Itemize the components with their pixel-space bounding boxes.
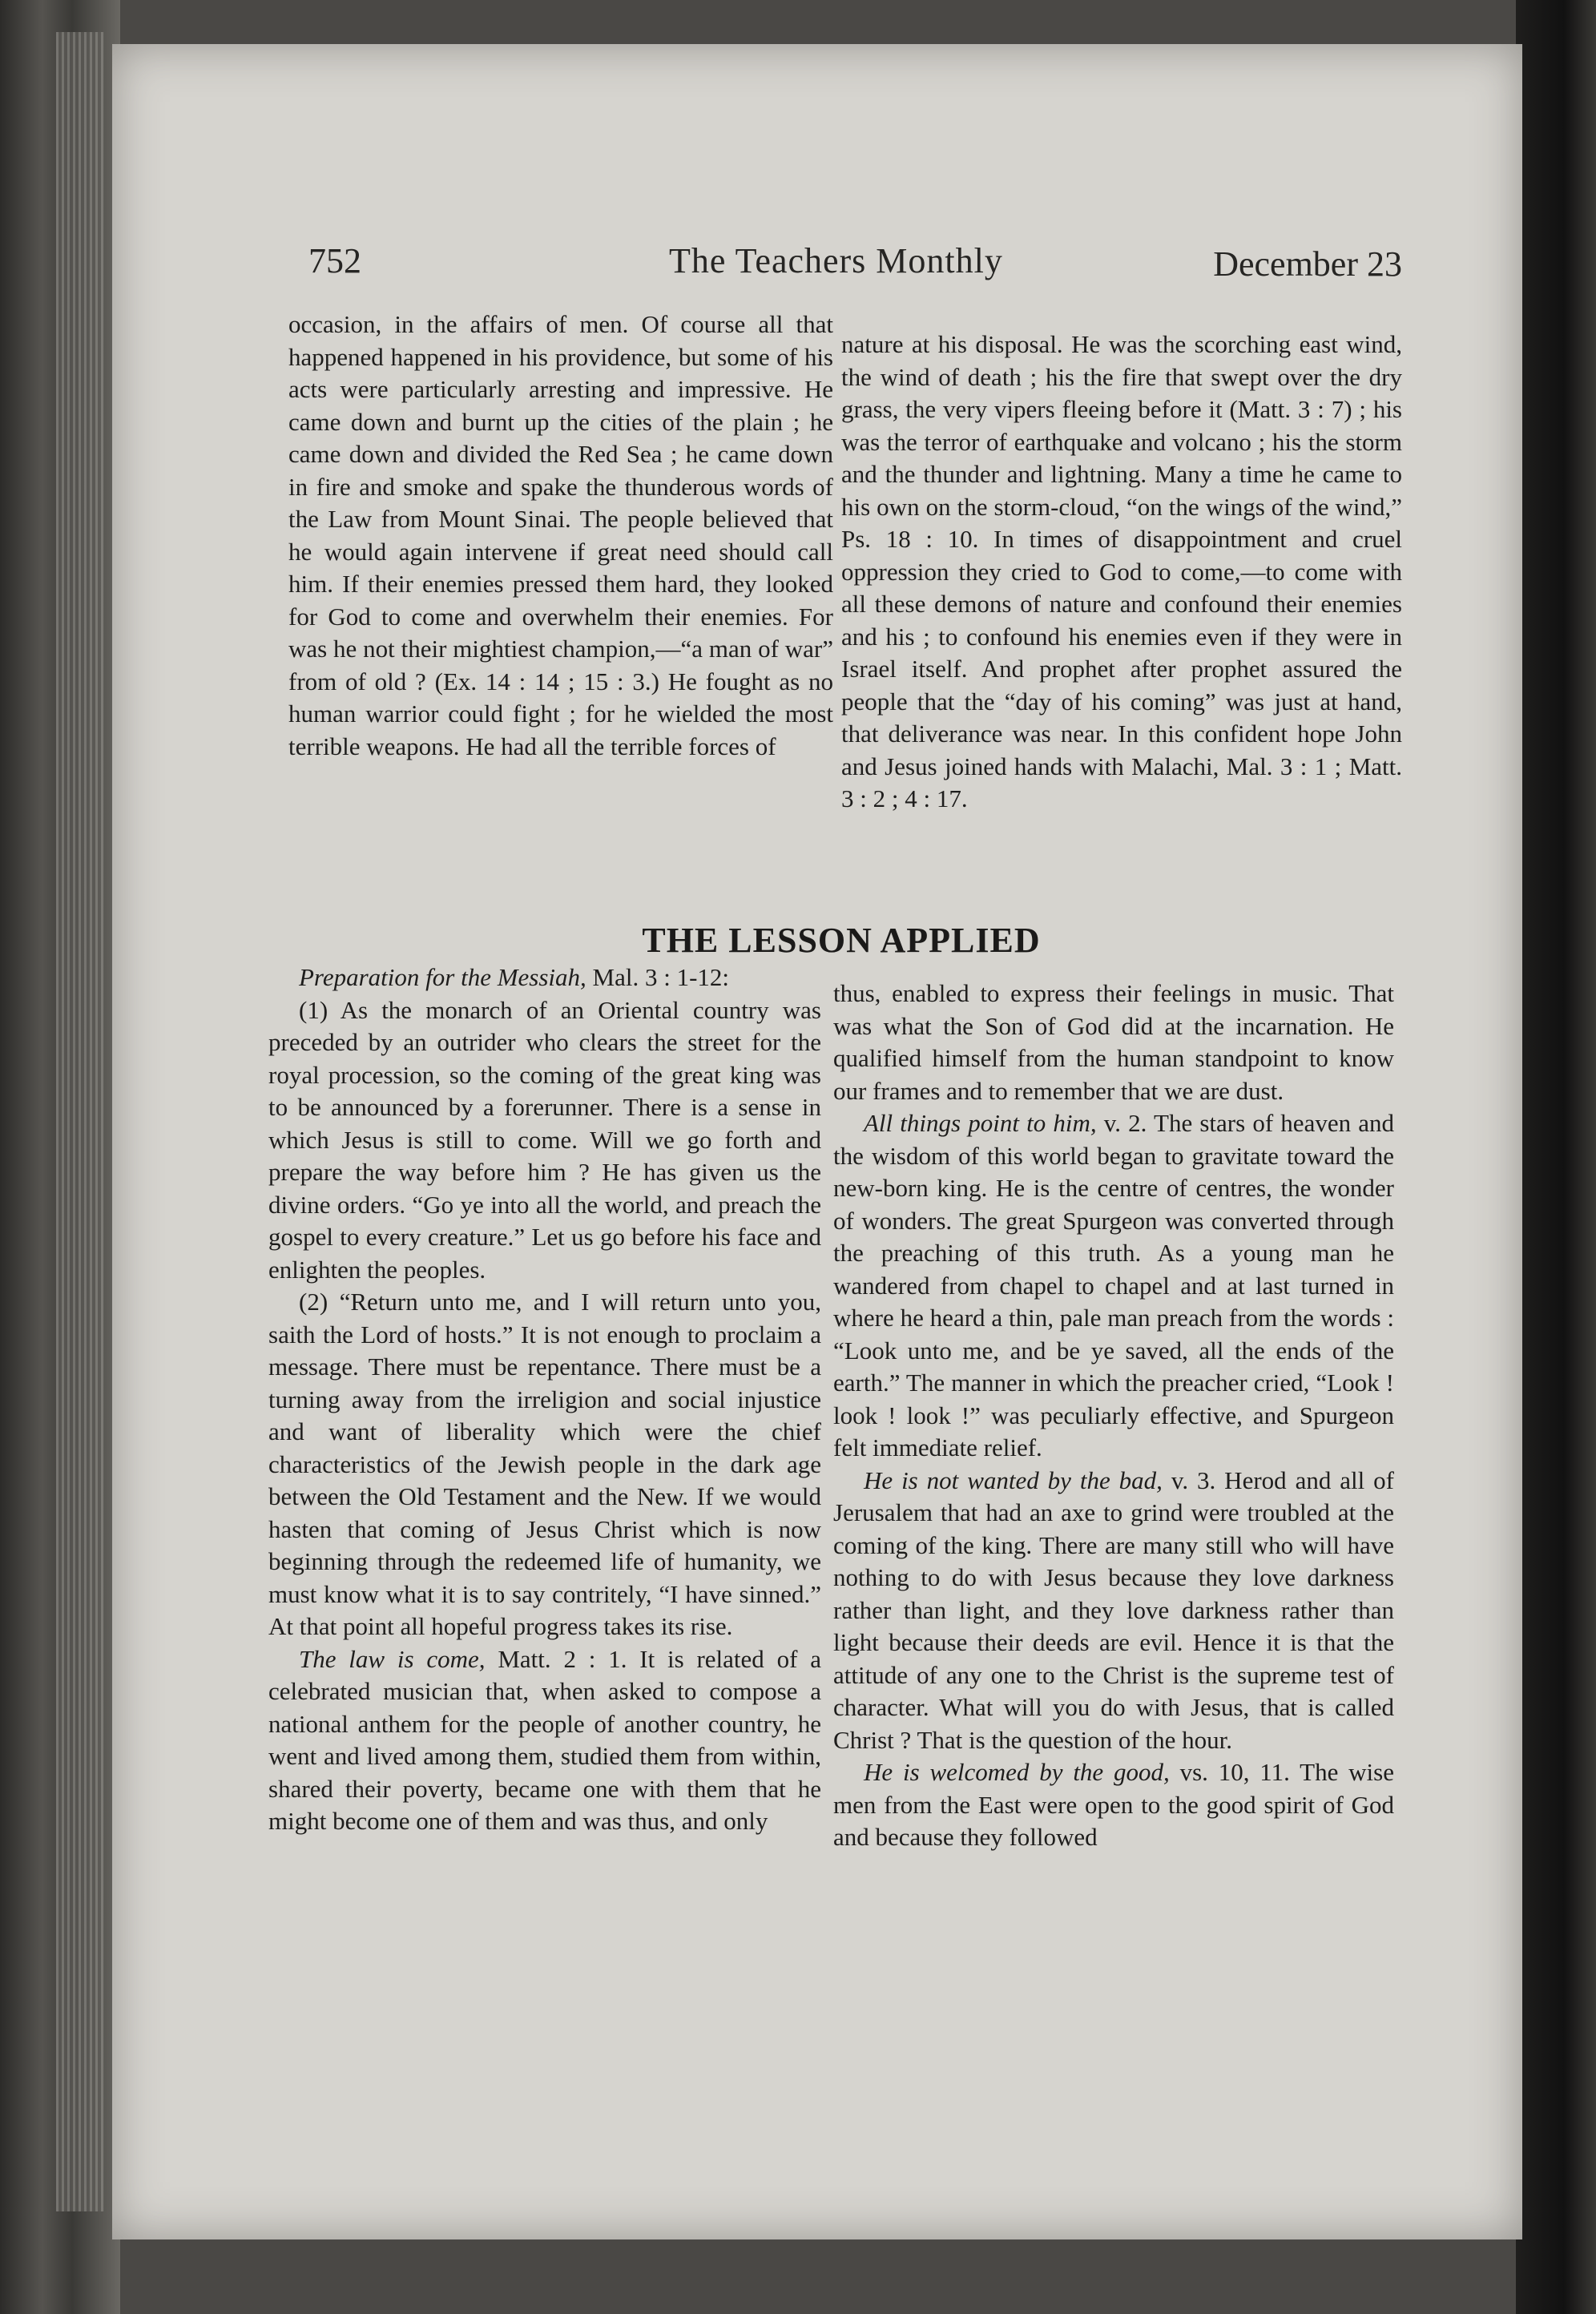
- section-heading: THE LESSON APPLIED: [642, 921, 1041, 960]
- paragraph: (1) As the monarch of an Oriental country was preceded by an outrider who clears the street for the royal procession, so the coming of the great king was to be announced by a forerunner. There is a sense in which Jesus is still to come. Will we go forth and prepare the way before him ? He has given us the divine orders. “Go ye into all the world, and preach the gospel to every creature.” Let us go before his face and enlighten the peoples.: [268, 995, 821, 1284]
- paragraph: nature at his disposal. He was the scorching east wind, the wind of death ; his the fire that swept over the dry grass, the very vipers fleeing before it (Matt. 3 : 7) ; his was the terror of earthquake and volcano ; his the storm and the thunder and lightning. Many a time he came to his own on the storm-cloud, “on the wings of the wind,” Ps. 18 : 10. In times of disappointment and cruel oppression they cried to God to come,—to come with all these demons of nature and confound their enemies and his ; to confound his enemies even if they were in Israel itself. And prophet after prophet assured the people that the “day of his coming” was just at hand, that deliverance was near. In this confident hope John and Jesus joined hands with Malachi, Mal. 3 : 1 ; Matt. 3 : 2 ; 4 : 17.: [841, 330, 1402, 812]
- paragraph: [268, 961, 821, 994]
- italic-lead: The law is come,: [299, 1644, 486, 1673]
- bottom-left-column: [268, 961, 821, 1838]
- paragraph: occasion, in the affairs of men. Of course all that happened happened in his providence, but some of his acts were particularly arresting and impressive. He came down and burnt up the cities of the plain ; he came down and divided the Red Sea ; he came down in fire and smoke and spake the thunderous words of the Law from Mount Sinai. The people believed that he would again intervene if great need should call him. If their enemies pressed them hard, they looked for God to come and overwhelm their enemies. For was he not their mightiest champion,—“a man of war” from of old ? (Ex. 14 : 14 ; 15 : 3.) He fought as no human warrior could fight ; for he wielded the most terrible weapons. He had all the terrible forces of: [288, 310, 833, 760]
- issue-date: December 23: [1213, 244, 1402, 284]
- journal-title: The Teachers Monthly: [669, 241, 1003, 280]
- paragraph: [833, 1756, 1394, 1854]
- paragraph: [833, 1107, 1394, 1465]
- italic-lead: He is not wanted by the bad,: [864, 1465, 1163, 1494]
- page-header: [308, 240, 1402, 296]
- paragraph-text: Mal. 3 : 1-12:: [586, 963, 730, 991]
- facing-page-shadow: [1516, 0, 1596, 2314]
- paragraph: [268, 1643, 821, 1838]
- paragraph-text: v. 3. Herod and all of Jerusalem that had an axe to grind were troubled at the coming of the king. There are many still who will have nothing to do with Jesus because they love darkness rather than light, and they love darkness rather than light because their deeds are evil. Hence it is that the attitude of any one to the Christ is the supreme test of character. What will you do with Jesus, that is called Christ ? That is the question of the hour.: [833, 1465, 1394, 1754]
- italic-lead: All things point to him,: [864, 1109, 1097, 1137]
- bottom-right-column: [833, 978, 1394, 1854]
- top-right-column: [841, 329, 1402, 816]
- italic-lead: Preparation for the Messiah,: [299, 963, 586, 991]
- paragraph-text: Matt. 2 : 1. It is related of a celebrated musician that, when asked to compose a national anthem for the people of another country, he went and lived among them, studied them from within, shared their poverty, became one with them that he might become one of them and was thus, and only: [268, 1644, 821, 1835]
- italic-lead: He is welcomed by the good,: [864, 1758, 1170, 1786]
- top-left-column: [288, 308, 833, 763]
- page-edges: [56, 32, 104, 2211]
- paragraph-text: v. 2. The stars of heaven and the wisdom of this world began to gravitate toward the new-born king. He is the centre of centres, the wonder of wonders. The great Spurgeon was converted through the preaching of this truth. As a young man he wandered from chapel to chapel and at last turned in where he heard a thin, pale man preach from the words : “Look unto me, and be ye saved, all the ends of the earth.” The manner in which the preacher cried, “Look ! look ! look !” was peculiarly effective, and Spurgeon felt immediate relief.: [833, 1109, 1394, 1461]
- paragraph: [833, 1465, 1394, 1757]
- paragraph: thus, enabled to express their feelings in music. That was what the Son of God did at the incarnation. He qualified himself from the human standpoint to know our frames and to remember that we are dust.: [833, 979, 1394, 1105]
- page-number: 752: [308, 241, 361, 280]
- paragraph-text: vs. 10, 11. The wise men from the East were open to the good spirit of God and because they followed: [833, 1758, 1394, 1851]
- paragraph: (2) “Return unto me, and I will return unto you, saith the Lord of hosts.” It is not enough to proclaim a message. There must be repentance. There must be a turning away from the irreligion and social injustice and want of liberality which were the chief characteristics of the Jewish people in the dark age between the Old Testament and the New. If we would hasten that coming of Jesus Christ which is now beginning through the redeemed life of humanity, we must know what it is to say contritely, “I have sinned.” At that point all hopeful progress takes its rise.: [268, 1288, 821, 1640]
